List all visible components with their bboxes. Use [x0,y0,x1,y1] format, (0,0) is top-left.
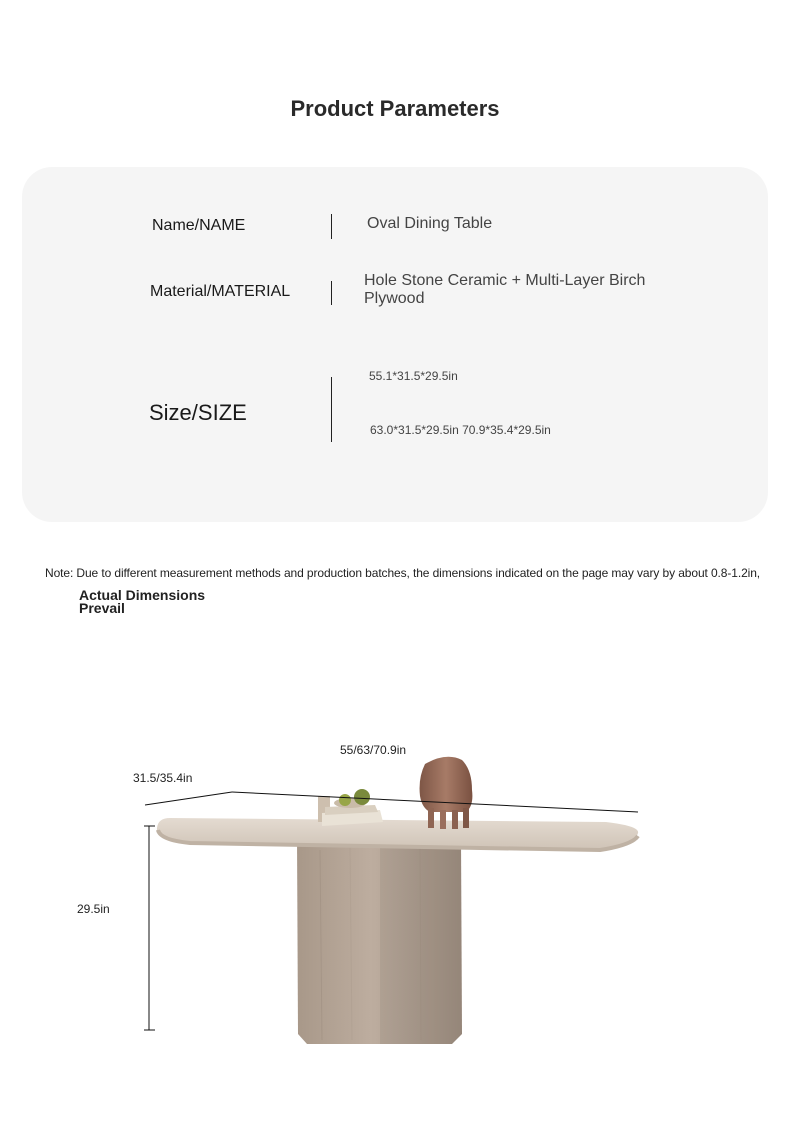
name-label: Name/NAME [152,217,246,234]
page-title: Product Parameters [290,96,500,121]
material-value-line2: Plywood [364,290,425,307]
material-value-line1: Hole Stone Ceramic + Multi-Layer Birch [364,272,646,289]
books-decor [318,789,383,826]
note-sub-line1: Actual Dimensions [79,587,206,603]
table-top [157,818,638,850]
name-value: Oval Dining Table [367,215,493,232]
size-value-2: 63.0*31.5*29.5in 70.9*35.4*29.5in [370,423,551,437]
material-label: Material/MATERIAL [150,283,291,300]
measurement-note: Note: Due to different measurement methods and production batches, the dimensions indicated on the page may vary by about 0.8-1.2in, [45,566,761,580]
width-dimension-label: 31.5/35.4in [133,771,193,785]
table-base [297,838,462,1044]
height-dimension-label: 29.5in [77,902,110,916]
note-sub-line2: Prevail [79,600,125,616]
size-label: Size/SIZE [149,400,247,425]
size-value-1: 55.1*31.5*29.5in [369,369,458,383]
length-dimension-label: 55/63/70.9in [340,743,407,757]
vase-decor [420,757,473,829]
